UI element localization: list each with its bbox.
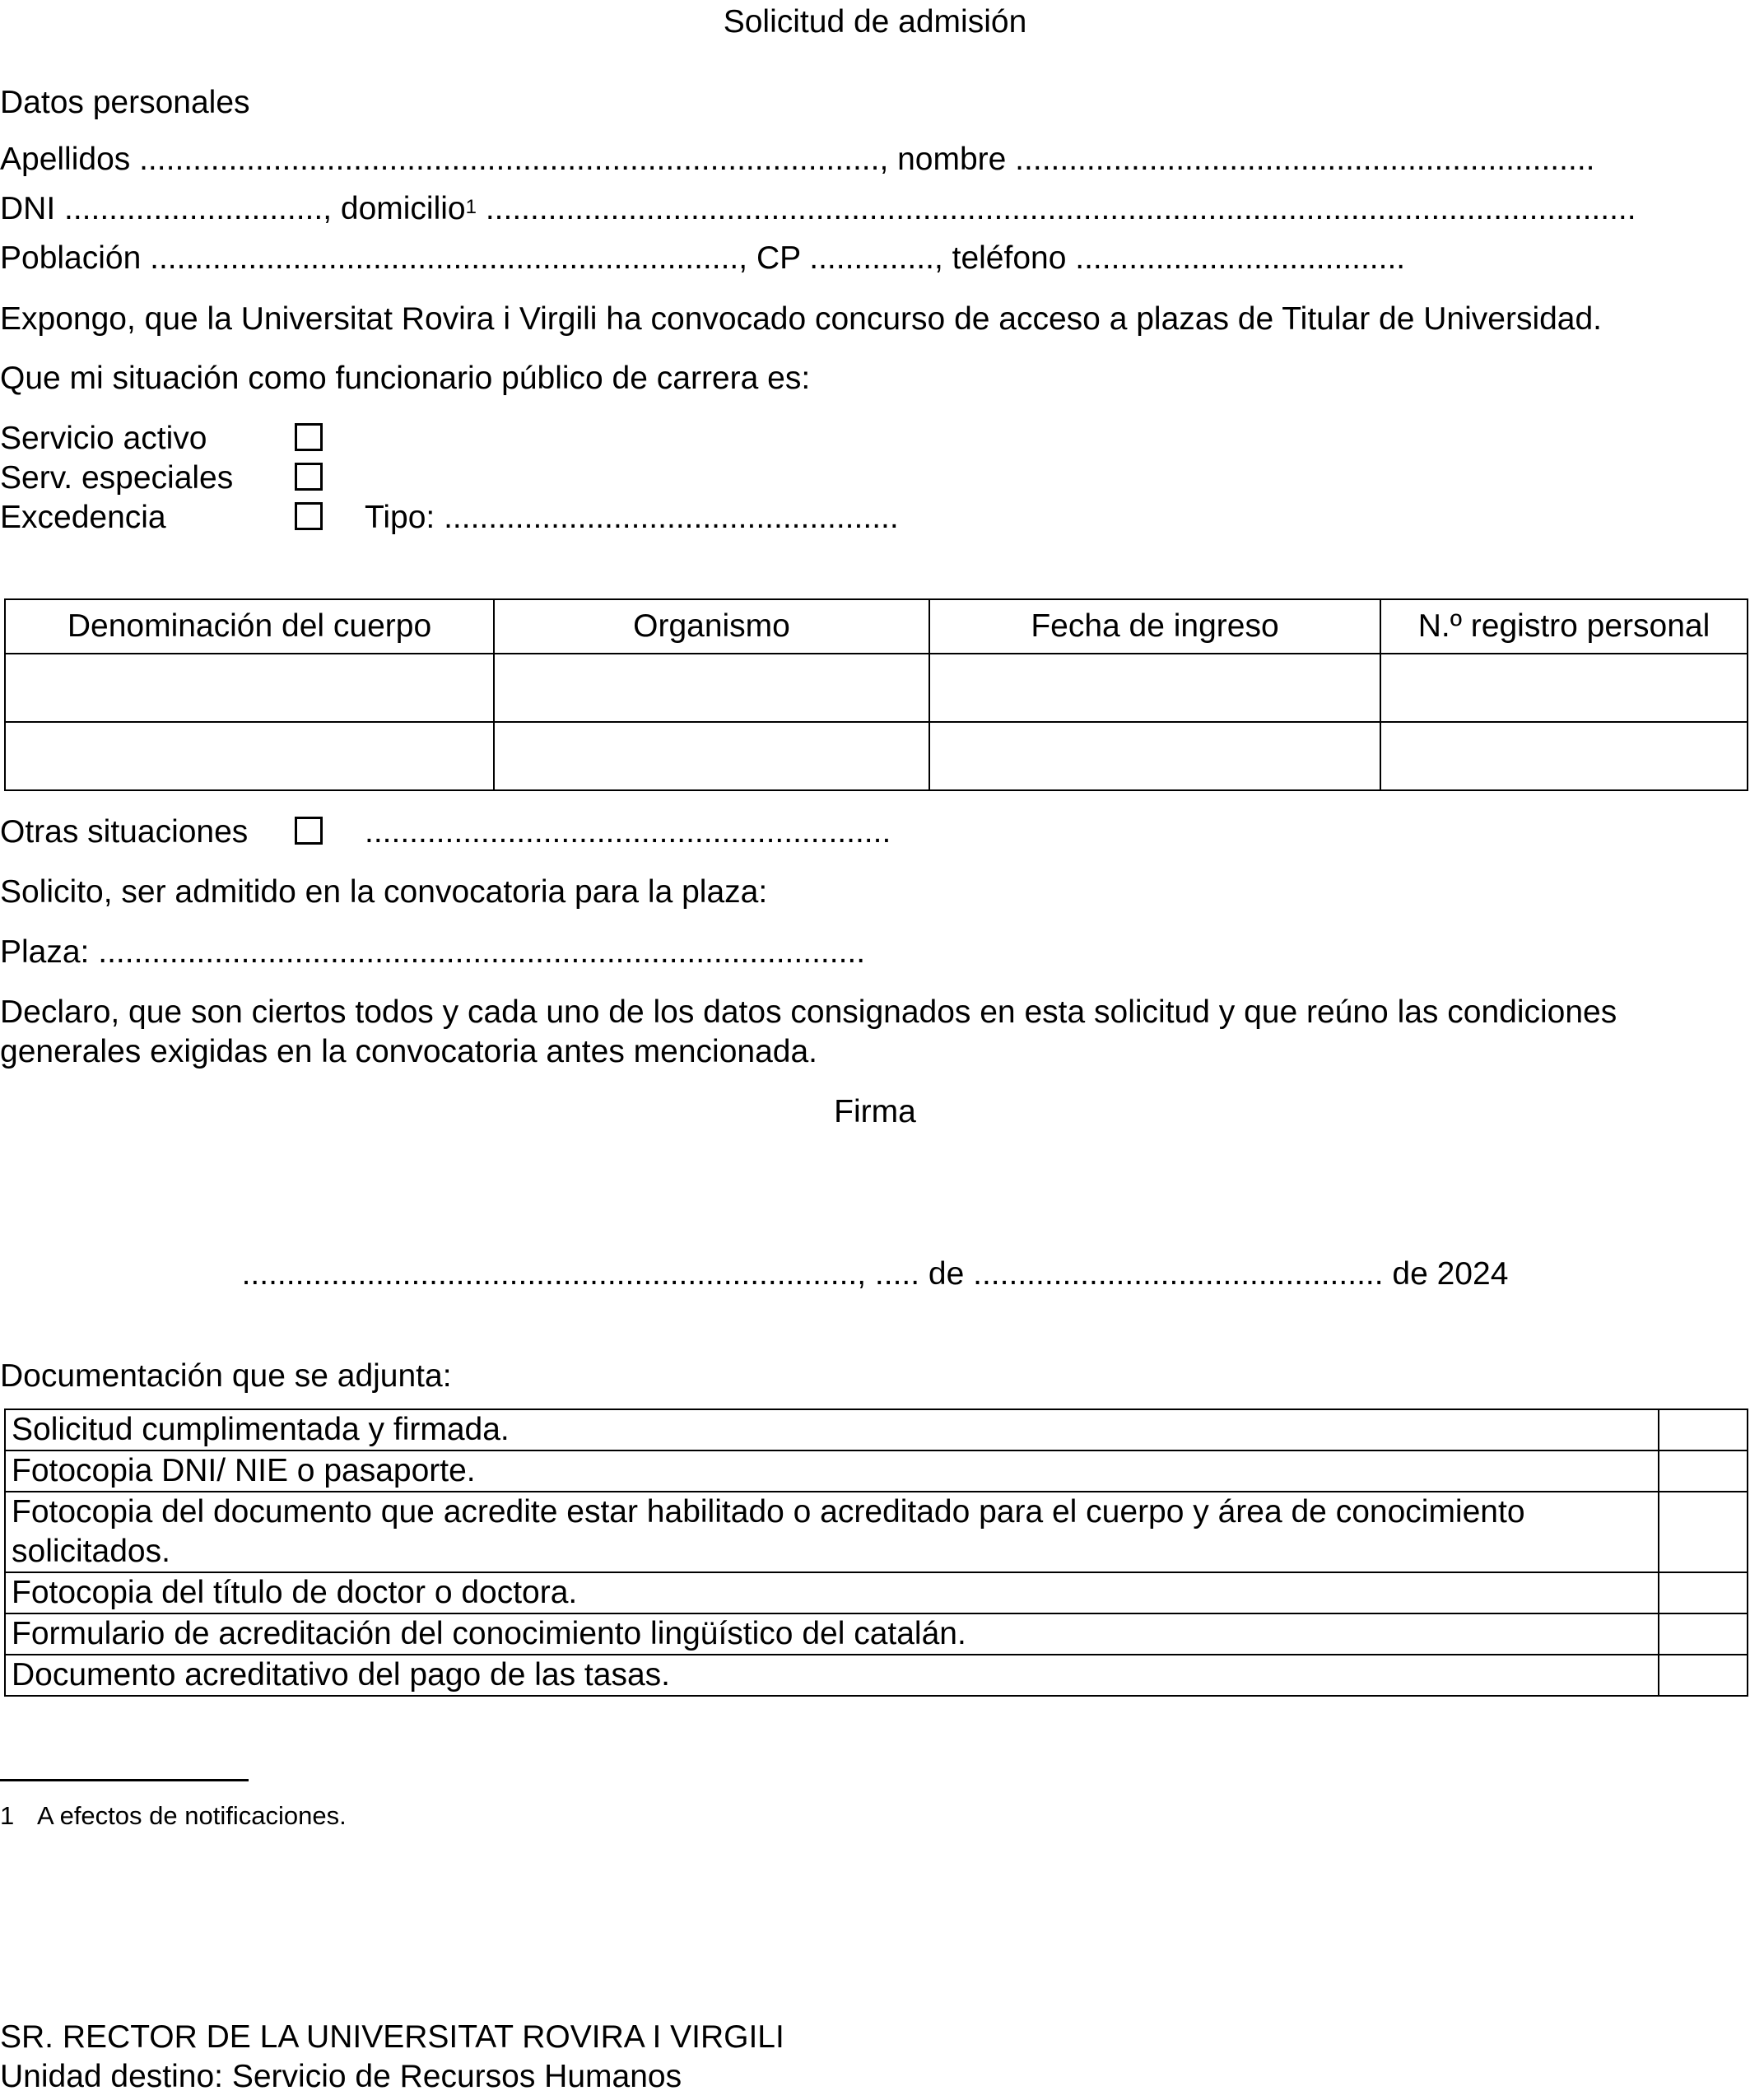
table-row (5, 654, 1748, 722)
declaro-paragraph-line2: generales exigidas en la convocatoria antes mencionada. (0, 1034, 817, 1069)
column-header: N.º registro personal (1380, 599, 1748, 654)
excedencia-label: Excedencia (0, 500, 166, 535)
table-row (5, 1492, 1748, 1572)
table-cell[interactable] (1380, 722, 1748, 790)
otras-situaciones-field: ........................................................... (365, 814, 891, 850)
personal-data-heading: Datos personales (0, 85, 250, 120)
table-row (5, 1613, 1748, 1655)
table-row (5, 1409, 1748, 1450)
footnote-number: 1 (0, 1801, 15, 1830)
dni-domicilio-label: DNI ............................., domicilio (0, 191, 466, 226)
place-date-line: ....................................................................., ..... de .............................................. de 2024 (241, 1256, 1509, 1292)
plaza-field: Plaza: ...................................................................................... (0, 934, 866, 970)
documentacion-heading: Documentación que se adjunta: (0, 1358, 452, 1394)
column-header: Denominación del cuerpo (5, 599, 494, 654)
expongo-paragraph: Expongo, que la Universitat Rovira i Virgili ha convocado concurso de acceso a plazas de Titular de Universidad. (0, 301, 1603, 337)
column-header: Fecha de ingreso (929, 599, 1380, 654)
document-check-cell[interactable] (1659, 1655, 1748, 1696)
table-header-row (5, 599, 1748, 654)
servicio-activo-checkbox[interactable] (295, 423, 323, 451)
table-row (5, 1450, 1748, 1492)
document-check-cell[interactable] (1659, 1450, 1748, 1492)
table-row (5, 1572, 1748, 1613)
firma-label: Firma (834, 1094, 916, 1129)
table-cell[interactable] (494, 722, 929, 790)
otras-situaciones-label: Otras situaciones (0, 814, 249, 850)
table-cell[interactable] (929, 654, 1380, 722)
table-cell[interactable] (494, 654, 929, 722)
otras-situaciones-checkbox[interactable] (295, 817, 323, 845)
solicito-paragraph: Solicito, ser admitido en la convocatoria para la plaza: (0, 874, 768, 910)
table-row (5, 722, 1748, 790)
table-cell[interactable] (5, 722, 494, 790)
cuerpos-table (4, 598, 1748, 791)
document-check-cell[interactable] (1659, 1409, 1748, 1450)
domicilio-dots: ................................................................................................................................. (476, 191, 1636, 226)
documentacion-table (4, 1409, 1748, 1697)
table-cell[interactable] (5, 654, 494, 722)
footnote-separator (0, 1779, 249, 1781)
document-check-cell[interactable] (1659, 1572, 1748, 1613)
table-cell[interactable] (1380, 654, 1748, 722)
document-check-cell[interactable] (1659, 1613, 1748, 1655)
excedencia-checkbox[interactable] (295, 502, 323, 530)
declaro-paragraph-line1: Declaro, que son ciertos todos y cada uno de los datos consignados en esta solicitud y que reúno las condiciones (0, 994, 1617, 1030)
document-item: Fotocopia del documento que acredite estar habilitado o acreditado para el cuerpo y área de conocimiento solicitados. (5, 1492, 1659, 1572)
dni-domicilio-line (0, 189, 1636, 229)
document-item: Documento acreditativo del pago de las tasas. (5, 1655, 1659, 1696)
table-cell[interactable] (929, 722, 1380, 790)
document-item: Fotocopia del título de doctor o doctora. (5, 1572, 1659, 1613)
servicio-activo-label: Servicio activo (0, 421, 207, 456)
serv-especiales-label: Serv. especiales (0, 460, 234, 496)
document-item: Formulario de acreditación del conocimiento lingüístico del catalán. (5, 1613, 1659, 1655)
apellidos-nombre-line: Apellidos ..................................................................................., nombre ................................................................. (0, 142, 1595, 177)
recipient-line2: Unidad destino: Servicio de Recursos Humanos (0, 2059, 682, 2094)
excedencia-tipo-field: Tipo: ................................................... (365, 500, 899, 535)
document-item: Fotocopia DNI/ NIE o pasaporte. (5, 1450, 1659, 1492)
column-header: Organismo (494, 599, 929, 654)
footnote-reference: 1 (465, 196, 477, 218)
document-check-cell[interactable] (1659, 1492, 1748, 1572)
situacion-intro: Que mi situación como funcionario público de carrera es: (0, 361, 811, 396)
page-title: Solicitud de admisión (723, 4, 1027, 40)
footnote-text: A efectos de notificaciones. (37, 1801, 347, 1830)
document-item: Solicitud cumplimentada y firmada. (5, 1409, 1659, 1450)
serv-especiales-checkbox[interactable] (295, 463, 323, 491)
table-row (5, 1655, 1748, 1696)
poblacion-line: Población .................................................................., CP .............., teléfono ..................................... (0, 240, 1406, 276)
recipient-line1: SR. RECTOR DE LA UNIVERSITAT ROVIRA I VIRGILI (0, 2019, 784, 2055)
